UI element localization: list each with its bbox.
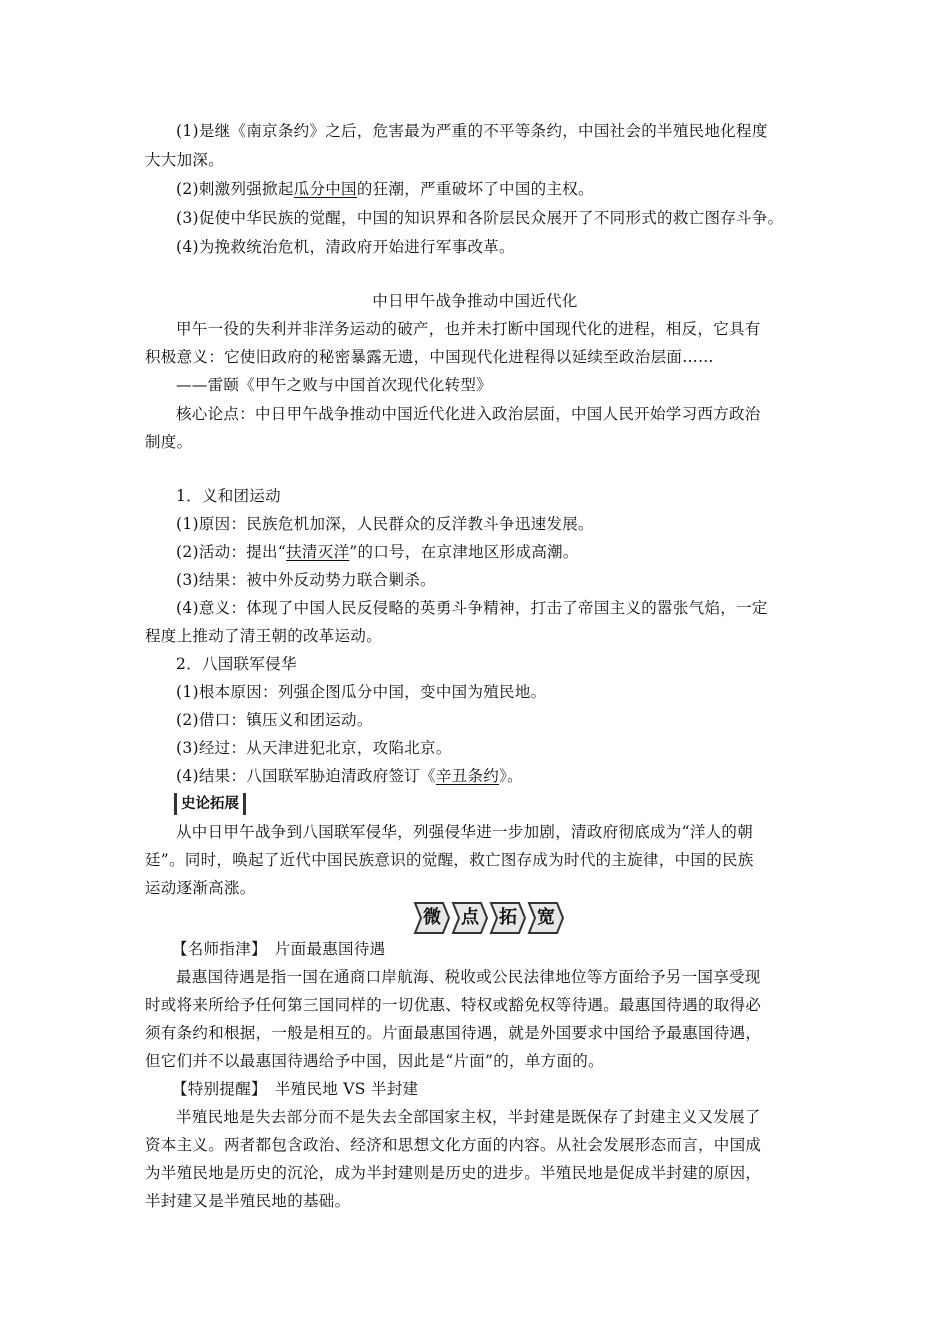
banner-chevron	[451, 901, 489, 935]
boxer-activity	[176, 541, 856, 563]
boxer-meaning-cont: 程度上推动了清王朝的改革运动。	[145, 627, 383, 645]
underlined-term: 瓜分中国	[293, 180, 357, 198]
eight-nation-pretext: (2)借口：镇压义和团运动。	[176, 711, 373, 729]
underlined-term: 辛丑条约	[435, 767, 500, 785]
tip2-line: 半封建又是半殖民地的基础。	[145, 1192, 351, 1210]
text-run: ”的口号，在京津地区形成高潮。	[349, 543, 579, 561]
eight-nation-result	[176, 765, 856, 787]
banner-chevron	[527, 901, 565, 935]
viewpoint-source: ——雷颐《甲午之败与中国首次现代化转型》	[176, 376, 493, 394]
boxer-meaning: (4)意义：体现了中国人民反侵略的英勇斗争精神，打击了帝国主义的嚣张气焰，一定	[176, 599, 768, 617]
banner-chevron	[413, 901, 451, 935]
tip1-line: 但它们并不以最惠国待遇给予中国，因此是“片面”的，单方面的。	[145, 1052, 604, 1070]
banner-char: 拓	[499, 907, 517, 928]
text-run: (4)结果：八国联军胁迫清政府签订《	[176, 767, 436, 785]
tip1-title: 【名师指津】 片面最惠国待遇	[172, 940, 386, 958]
boxer-heading: 1．义和团运动	[176, 487, 281, 505]
text-run: 》。	[499, 767, 523, 785]
viewpoint-line: 甲午一役的失利并非洋务运动的破产，也并未打断中国现代化的进程，相反，它具有	[176, 320, 761, 338]
tip1-line: 最惠国待遇是指一国在通商口岸航海、税收或公民法律地位等方面给予另一国享受现	[176, 968, 761, 986]
tip1-line: 须有条约和根据，一般是相互的。片面最惠国待遇，就是外国要求中国给予最惠国待遇，	[145, 1024, 762, 1042]
viewpoint-core-cont: 制度。	[145, 433, 193, 451]
banner-char: 微	[423, 907, 441, 928]
banner-char: 宽	[537, 907, 555, 928]
eight-nation-process: (3)经过：从天津进犯北京，攻陷北京。	[176, 739, 452, 757]
consequence-item-1: (1)是继《南京条约》之后，危害最为严重的不平等条约，中国社会的半殖民地化程度	[176, 122, 768, 140]
consequence-item-2	[176, 178, 856, 200]
boxer-result: (3)结果：被中外反动势力联合剿杀。	[176, 571, 436, 589]
viewpoint-title: 中日甲午战争推动中国近代化	[372, 292, 578, 310]
banner-char: 点	[461, 907, 479, 928]
eight-nation-cause: (1)根本原因：列强企图瓜分中国，变中国为殖民地。	[176, 683, 547, 701]
eight-nation-heading: 2．八国联军侵华	[176, 655, 297, 673]
viewpoint-line: 积极意义：它使旧政府的秘密暴露无遗，中国现代化进程得以延续至政治层面……	[145, 348, 714, 366]
consequence-item-1-cont: 大大加深。	[145, 151, 225, 169]
text-run: 的狂潮，严重破坏了中国的主权。	[356, 180, 594, 198]
tip2-line: 为半殖民地是历史的沉沦，成为半封建则是历史的进步。半殖民地是促成半封建的原因，	[145, 1164, 762, 1182]
tip1-line: 时或将来所给予任何第三国同样的一切优惠、特权或豁免权等待遇。最惠国待遇的取得必	[145, 996, 762, 1014]
history-extension-line: 从中日甲午战争到八国联军侵华，列强侵华进一步加剧，清政府彻底成为“洋人的朝	[176, 823, 754, 841]
banner-chevron	[489, 901, 527, 935]
tip2-title: 【特别提醒】 半殖民地 VS 半封建	[172, 1080, 419, 1098]
viewpoint-core: 核心论点：中日甲午战争推动中国近代化进入政治层面，中国人民开始学习西方政治	[176, 405, 761, 423]
underlined-term: 扶清灭洋	[286, 543, 350, 561]
boxer-cause: (1)原因：民族危机加深，人民群众的反洋教斗争迅速发展。	[176, 515, 594, 533]
tip2-line: 半殖民地是失去部分而不是失去全部国家主权，半封建是既保存了封建主义又发展了	[176, 1108, 761, 1126]
history-extension-label: 史论拓展	[174, 793, 246, 815]
micro-point-banner	[413, 901, 565, 935]
text-run: (2)刺激列强掀起	[176, 180, 294, 198]
history-extension-line: 运动逐渐高涨。	[145, 879, 256, 897]
consequence-item-3: (3)促使中华民族的觉醒，中国的知识界和各阶层民众展开了不同形式的救亡图存斗争。	[176, 209, 784, 227]
text-run: (2)活动：提出“	[176, 543, 287, 561]
history-extension-line: 廷”。同时，唤起了近代中国民族意识的觉醒，救亡图存成为时代的主旋律，中国的民族	[145, 851, 754, 869]
consequence-item-4: (4)为挽救统治危机，清政府开始进行军事改革。	[176, 238, 515, 256]
tip2-line: 资本主义。两者都包含政治、经济和思想文化方面的内容。从社会发展形态而言，中国成	[145, 1136, 762, 1154]
